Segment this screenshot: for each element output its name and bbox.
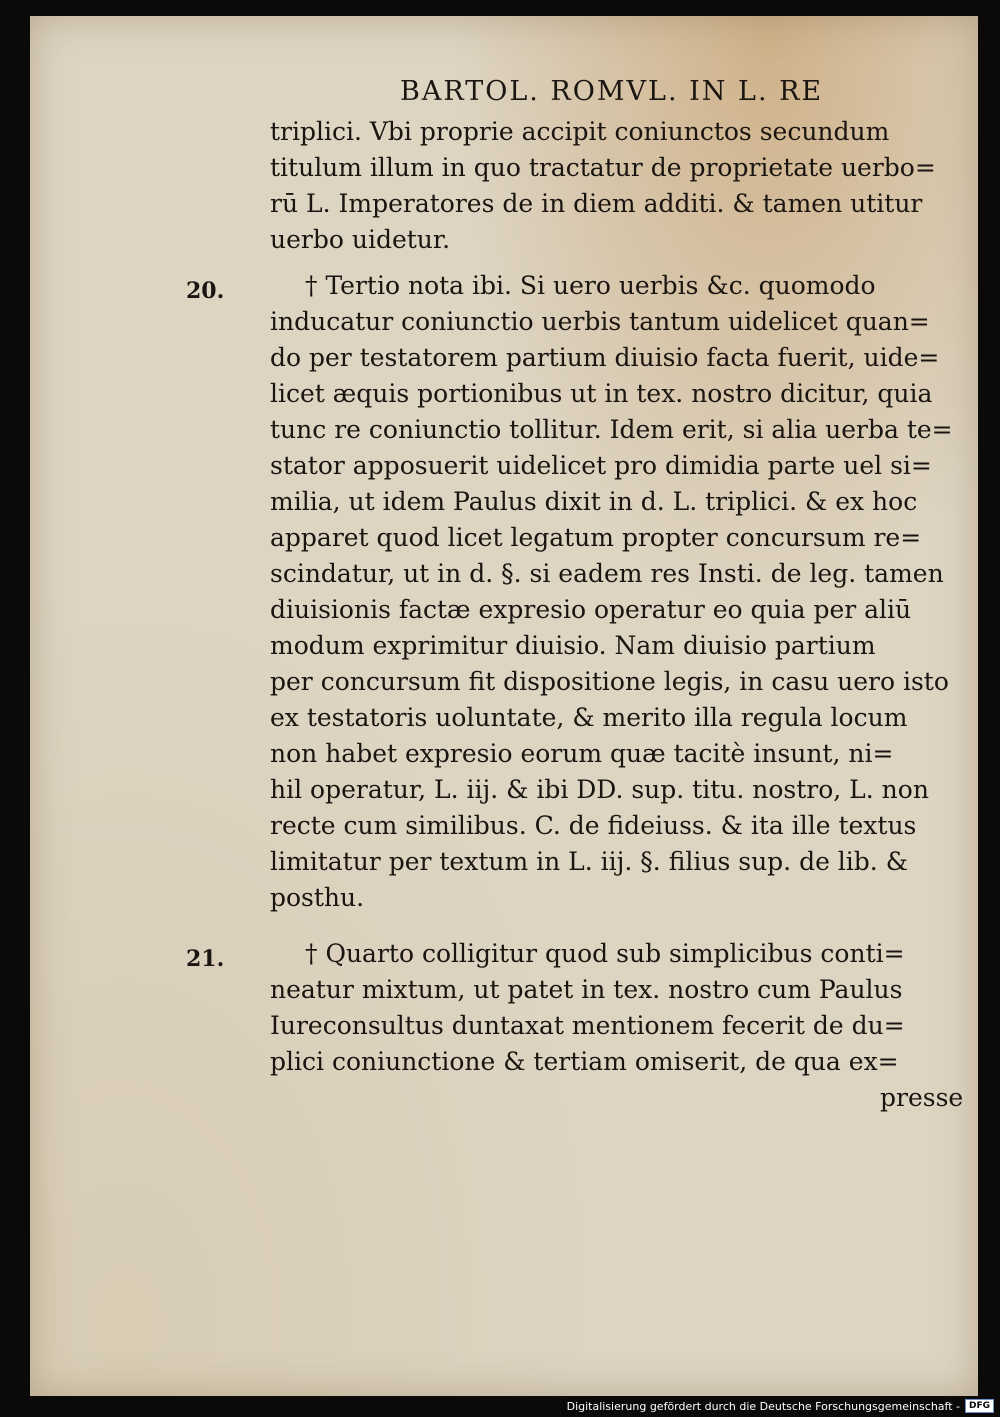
text-line: milia, ut idem Paulus dixit in d. L. triplici. & ex hoc [270, 487, 918, 516]
text-line: apparet quod licet legatum propter concursum re= [270, 523, 922, 552]
text-line: hil operatur, L. iij. & ibi DD. sup. titu. nostro, L. non [270, 775, 929, 804]
text-line: non habet expresio eorum quæ tacitè insunt, ni= [270, 739, 894, 768]
text-line: inducatur coniunctio uerbis tantum uidelicet quan= [270, 307, 930, 336]
text-line: posthu. [270, 883, 365, 912]
dfg-logo-icon: DFG [965, 1399, 994, 1413]
text-line: rū L. Imperatores de in diem additi. & tamen utitur [270, 189, 923, 218]
text-line: do per testatorem partium diuisio facta fuerit, uide= [270, 343, 940, 372]
text-line: Iureconsultus duntaxat mentionem fecerit de du= [270, 1011, 905, 1040]
text-line: titulum illum in quo tractatur de proprietate uerbo= [270, 153, 936, 182]
running-header: BARTOL. ROMVL. IN L. RE [400, 76, 824, 107]
text-line: scindatur, ut in d. §. si eadem res Insti. de leg. tamen [270, 559, 944, 588]
text-line: ex testatoris uoluntate, & merito illa regula locum [270, 703, 908, 732]
text-line: modum exprimitur diuisio. Nam diuisio partium [270, 631, 876, 660]
text-line: per concursum fit dispositione legis, in casu uero isto [270, 667, 949, 696]
text-line: tunc re coniunctio tollitur. Idem erit, si alia uerba te= [270, 415, 953, 444]
text-line: plici coniunctione & tertiam omiserit, de qua ex= [270, 1047, 899, 1076]
text-line: † Quarto colligitur quod sub simplicibus conti= [305, 939, 905, 968]
digitization-footer [567, 1399, 994, 1413]
margin-number-20: 20. [186, 278, 225, 304]
text-line: limitatur per textum in L. iij. §. filius sup. de lib. & [270, 847, 908, 876]
margin-number-21: 21. [186, 946, 225, 972]
book-page [30, 16, 978, 1396]
text-line: neatur mixtum, ut patet in tex. nostro cum Paulus [270, 975, 903, 1004]
text-line: diuisionis factæ expresio operatur eo quia per aliū [270, 595, 912, 624]
text-line: stator apposuerit uidelicet pro dimidia parte uel si= [270, 451, 932, 480]
text-line: recte cum similibus. C. de fideiuss. & ita ille textus [270, 811, 917, 840]
text-line: licet æquis portionibus ut in tex. nostro dicitur, quia [270, 379, 933, 408]
text-line: uerbo uidetur. [270, 225, 451, 254]
text-line: † Tertio nota ibi. Si uero uerbis &c. quomodo [305, 271, 876, 300]
footer-text: Digitalisierung gefördert durch die Deutsche Forschungsgemeinschaft - [566, 1399, 960, 1413]
catchword: presse [880, 1083, 964, 1112]
text-line: triplici. Vbi proprie accipit coniunctos secundum [270, 117, 890, 146]
